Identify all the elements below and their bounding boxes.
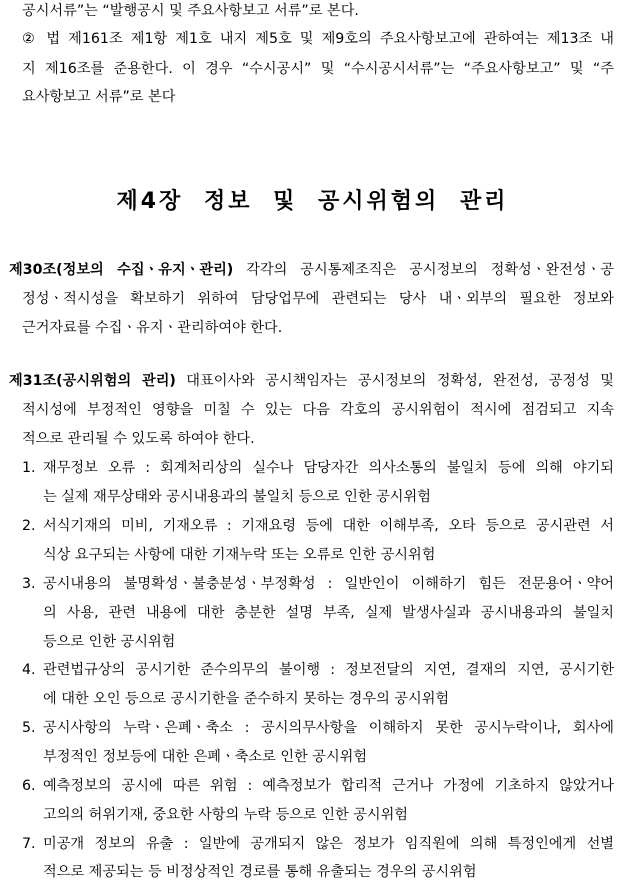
list-item-number: 5. bbox=[22, 720, 36, 736]
text-line: 공시서류”는 “발행공시 및 주요사항보고 서류”로 본다. bbox=[22, 3, 359, 19]
list-item-text: 공시내용의 불명확성ㆍ불충분성ㆍ부정확성 : 일반인이 이해하기 힘든 전문용어ㆍ약어 bbox=[43, 576, 614, 592]
list-item-text: 재무정보 오류 : 회계처리상의 실수나 담당자간 의사소통의 불일치 등에 의해 야기되 bbox=[43, 460, 614, 476]
list-item-text: 미공개 정보의 유출 : 일반에 공개되지 않은 정보가 임직원에 의해 특정인에게 선별 bbox=[43, 836, 614, 852]
list-item-text: 서식기재의 미비, 기재오류 : 기재요령 등에 대한 이해부족, 오타 등으로 공시관련 서 bbox=[43, 518, 614, 534]
article-31-line bbox=[9, 371, 614, 391]
text-line: 적시성에 부정적인 영향을 미칠 수 있는 다음 각호의 공시위험이 적시에 점검되고 지속 bbox=[22, 402, 614, 418]
article-31-heading: 제31조(공시위험의 관리) bbox=[9, 373, 176, 389]
list-item-number: 2. bbox=[22, 518, 36, 534]
list-item-number: 3. bbox=[22, 576, 36, 592]
list-item-text: 식상 요구되는 사항에 대한 기재누락 또는 오류로 인한 공시위험 bbox=[43, 547, 436, 563]
list-item-number: 7. bbox=[22, 836, 36, 852]
list-item-text: 관련법규상의 공시기한 준수의무의 불이행 : 정보전달의 지연, 결재의 지연, 공시기한 bbox=[43, 662, 614, 678]
list-item-text: 예측정보의 공시에 따른 위험 : 예측정보가 합리적 근거나 가정에 기초하지 않았거나 bbox=[43, 778, 614, 794]
text-line: 지 제16조를 준용한다. 이 경우 “수시공시” 및 “수시공시서류”는 “주요사항보고” 및 “주 bbox=[22, 61, 614, 77]
list-item-number: 4. bbox=[22, 662, 36, 678]
text-line: 요사항보고 서류”로 본다 bbox=[22, 89, 176, 105]
list-item-text: 공시사항의 누락ㆍ은폐ㆍ축소 : 공시의무사항을 이해하지 못한 공시누락이나, 회사에 bbox=[43, 720, 614, 736]
chapter-title: 제4장 정보 및 공시위험의 관리 bbox=[116, 189, 509, 214]
list-item-text: 고의의 허위기재, 중요한 사항의 누락 등으로 인한 공시위험 bbox=[43, 807, 409, 823]
list-item-number: 6. bbox=[22, 778, 36, 794]
text-line: 적으로 관리될 수 있도록 하여야 한다. bbox=[22, 431, 255, 447]
list-item-text: 는 실제 재무상태와 공시내용과의 불일치 등으로 인한 공시위험 bbox=[43, 489, 431, 505]
list-item-text: 에 대한 오인 등으로 공시기한을 준수하지 못하는 경우의 공시위험 bbox=[43, 691, 450, 707]
text-line: ② 법 제161조 제1항 제1호 내지 제5호 및 제9호의 주요사항보고에 관하여는 제13조 내 bbox=[22, 31, 614, 47]
list-item-text: 등으로 인한 공시위험 bbox=[43, 634, 176, 650]
text-line: 근거자료를 수집ㆍ유지ㆍ관리하여야 한다. bbox=[22, 320, 283, 336]
article-30-line bbox=[9, 260, 614, 280]
text-line: 정성ㆍ적시성을 확보하기 위하여 담당업무에 관련되는 당사 내ㆍ외부의 필요한 정보와 bbox=[22, 291, 614, 307]
list-item-text: 적으로 제공되는 등 비정상적인 경로를 통해 유출되는 경우의 공시위험 bbox=[43, 864, 477, 880]
article-30-text: 각각의 공시통제조직은 공시정보의 정확성ㆍ완전성ㆍ공 bbox=[233, 262, 614, 278]
list-item-number: 1. bbox=[22, 460, 36, 476]
article-30-heading: 제30조(정보의 수집ㆍ유지ㆍ관리) bbox=[9, 262, 234, 278]
list-item-text: 부정적인 정보등에 대한 은폐ㆍ축소로 인한 공시위험 bbox=[43, 749, 368, 765]
list-item-text: 의 사용, 관련 내용에 대한 충분한 설명 부족, 실제 발생사실과 공시내용과의 불일치 bbox=[43, 605, 614, 621]
article-31-text: 대표이사와 공시책임자는 공시정보의 정확성, 완전성, 공정성 및 bbox=[175, 373, 614, 389]
